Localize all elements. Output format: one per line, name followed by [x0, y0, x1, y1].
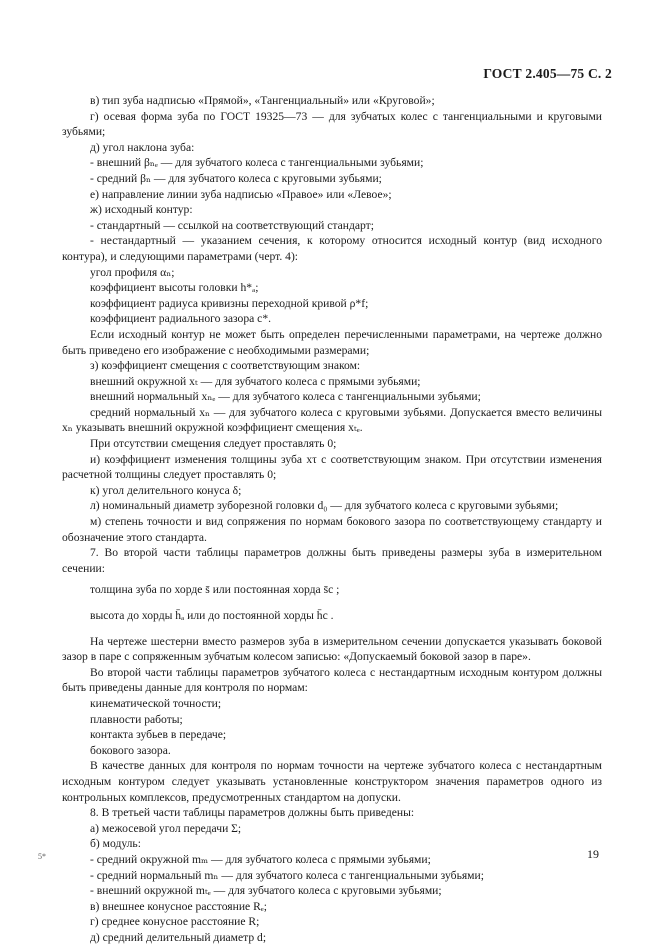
- paragraph-line: внешний окружной xₜ — для зубчатого колеса с прямыми зубьями;: [90, 374, 421, 388]
- paragraph-line: а) межосевой угол передачи Σ;: [90, 821, 242, 835]
- formula-chord-height: высота до хорды h̄ₐ или до постоянной хорды h̄c .: [90, 609, 334, 622]
- document-body: [62, 93, 602, 945]
- paragraph-line: 8. В третьей части таблицы параметров должны быть приведены:: [90, 806, 415, 820]
- paragraph-line: е) направление линии зуба надписью «Правое» или «Левое»;: [90, 187, 392, 201]
- paragraph-line: и) коэффициент изменения толщины зуба xτ с соответствующим знаком. При отсутствии изменения расчетной толщины следует проставлять 0;: [62, 452, 602, 482]
- paragraph-line: Если исходный контур не может быть определен перечисленными параметрами, на чертеже должно быть приведено его изображение с необходимыми размерами;: [62, 327, 602, 357]
- paragraph-line: Во второй части таблицы параметров зубчатого колеса с нестандартным исходным контуром должны быть приведены данные для контроля по нормам:: [62, 665, 602, 695]
- paragraph-line: коэффициент высоты головки h*ₐ;: [90, 281, 259, 295]
- paragraph-line: - нестандартный — указанием сечения, к которому относится исходный контур (вид исходного контура), и следующими параметрами (черт. 4):: [62, 234, 602, 263]
- paragraph-line: - средний нормальный mₙ — для зубчатого колеса с тангенциальными зубьями;: [90, 868, 484, 882]
- text-block-1: [62, 93, 602, 576]
- paragraph-line: ж) исходный контур:: [90, 203, 193, 217]
- text-block-2: [62, 634, 602, 945]
- paragraph-line: г) среднее конусное расстояние R;: [90, 915, 260, 929]
- paragraph-line: - стандартный — ссылкой на соответствующий стандарт;: [90, 218, 374, 232]
- paragraph-line: внешний нормальный xₙₑ — для зубчатого колеса с тангенциальными зубьями;: [90, 390, 481, 404]
- paragraph-line: угол профиля αₙ;: [90, 265, 175, 279]
- paragraph-line: - средний βₙ — для зубчатого колеса с круговыми зубьями;: [90, 171, 382, 185]
- paragraph-line: В качестве данных для контроля по нормам точности на чертеже зубчатого колеса с нестандартным исходным контуром следует указывать установленные конструктором значения параметров одного из контрольных комплексов, предусмотренных стандартом на допуски.: [62, 759, 602, 804]
- paragraph-line: г) осевая форма зуба по ГОСТ 19325—73 — для зубчатых колес с тангенциальными и круговыми зубьями;: [62, 109, 602, 139]
- paragraph-line: в) тип зуба надписью «Прямой», «Тангенциальный» или «Круговой»;: [90, 94, 435, 107]
- paragraph-line: к) угол делительного конуса δ;: [90, 483, 242, 497]
- paragraph-line: коэффициент радиуса кривизны переходной кривой ρ*f;: [90, 296, 369, 310]
- paragraph-line: - средний окружной mₘ — для зубчатого колеса с прямыми зубьями;: [90, 852, 431, 866]
- paragraph-line: средний нормальный xₙ — для зубчатого колеса с круговыми зубьями. Допускается вместо величины xₙ указывать внешний окружной коэффициент смещения xₜₑ.: [62, 405, 602, 435]
- paragraph-line: На чертеже шестерни вместо размеров зуба в измерительном сечении допускается указывать боковой зазор в паре с сопряженным зубчатым колесом записью: «Допускаемый боковой зазор в паре».: [62, 634, 602, 664]
- paragraph-line: - внешний βₙₑ — для зубчатого колеса с тангенциальными зубьями;: [90, 156, 424, 170]
- paragraph-line: з) коэффициент смещения с соответствующим знаком:: [90, 359, 361, 373]
- paragraph-line: 7. Во второй части таблицы параметров должны быть приведены размеры зуба в измерительном сечении:: [62, 546, 602, 575]
- paragraph-line: д) угол наклона зуба:: [90, 140, 195, 154]
- paragraph-line: При отсутствии смещения следует проставлять 0;: [90, 437, 337, 451]
- paragraph-line: в) внешнее конусное расстояние Rₑ;: [90, 899, 267, 913]
- paragraph-line: м) степень точности и вид сопряжения по нормам бокового зазора по соответствующему стандарту и обозначение этого стандарта.: [62, 515, 602, 544]
- paragraph-line: - внешний окружной mₜₑ — для зубчатого колеса с круговыми зубьями;: [90, 884, 442, 898]
- formula-chord-thickness: толщина зуба по хорде s̄ или постоянная хорда s̄c ;: [90, 583, 340, 597]
- paragraph-line: коэффициент радиального зазора c*.: [90, 312, 272, 326]
- paragraph-line: б) модуль:: [90, 837, 141, 851]
- paragraph-line: д) средний делительный диаметр d;: [90, 930, 267, 944]
- footer-mark: 5*: [38, 852, 46, 861]
- paragraph-line: л) номинальный диаметр зуборезной головки d₀ — для зубчатого колеса с круговыми зубьями;: [90, 499, 559, 513]
- paragraph-line: плавности работы;: [90, 712, 183, 726]
- page-header: ГОСТ 2.405—75 С. 2: [483, 66, 612, 81]
- paragraph-line: контакта зубьев в передаче;: [90, 728, 227, 742]
- paragraph-line: кинематической точности;: [90, 696, 222, 710]
- page-number: 19: [587, 847, 599, 861]
- paragraph-line: бокового зазора.: [90, 743, 171, 757]
